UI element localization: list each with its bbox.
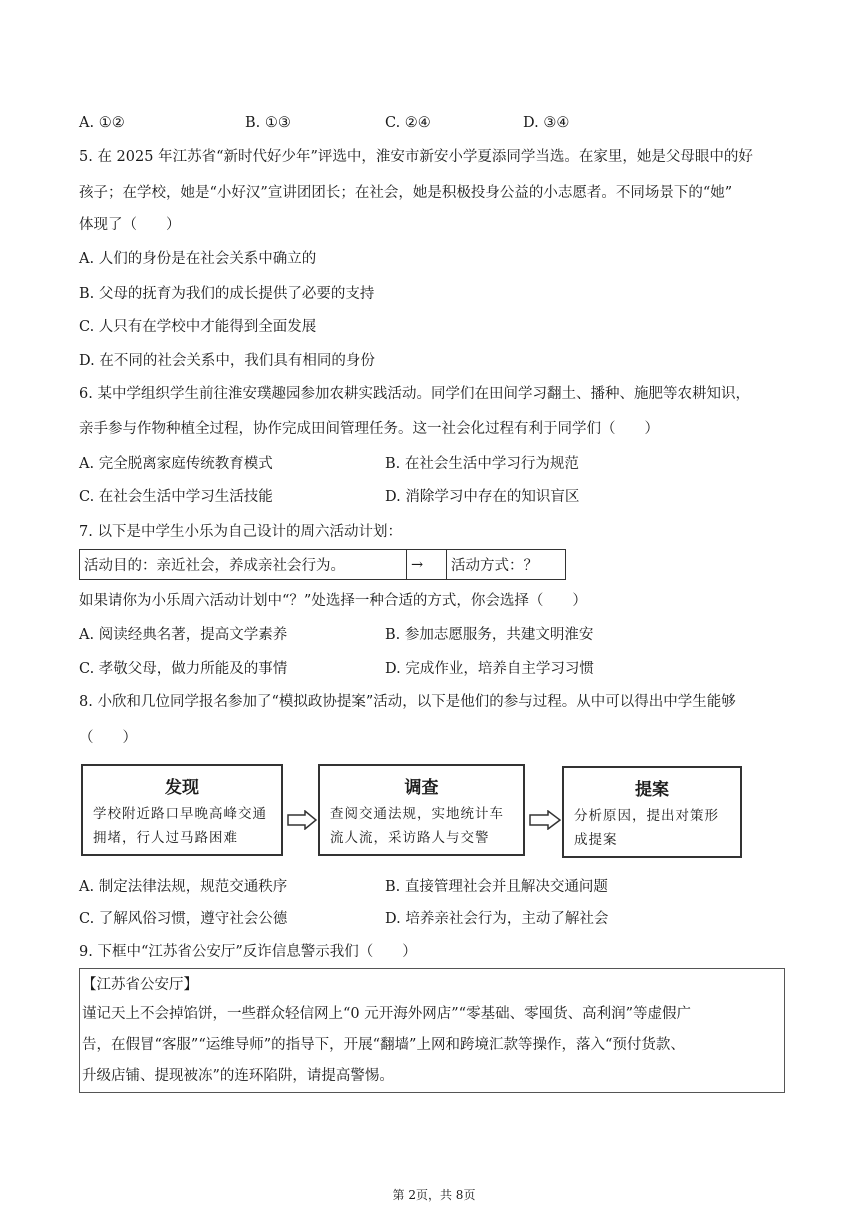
q5-option-c[interactable]: C. 人只有在学校中才能得到全面发展 (79, 319, 317, 335)
q7-option-c[interactable]: C. 孝敬父母，做力所能及的事情 (79, 661, 288, 677)
q7-intro: 7. 以下是中学生小乐为自己设计的周六活动计划： (79, 524, 402, 540)
q7-plan-method: 活动方式：？ (451, 558, 538, 574)
q7-plan-goal: 活动目的：亲近社会，养成亲社会行为。 (80, 550, 407, 579)
q7-plan-table (79, 549, 566, 580)
q8-flow-arrow-1 (287, 810, 317, 830)
q4-option-a[interactable]: A. ①② (79, 115, 125, 131)
q8-option-a[interactable]: A. 制定法律法规，规范交通秩序 (79, 879, 288, 895)
q6-option-a[interactable]: A. 完全脱离家庭传统教育模式 (79, 456, 273, 472)
q5-option-d[interactable]: D. 在不同的社会关系中，我们具有相同的身份 (79, 353, 375, 369)
q9-notice-box (79, 968, 785, 1093)
q6-option-b[interactable]: B. 在社会生活中学习行为规范 (385, 456, 579, 472)
q8-flow-title-proposal: 提案 (635, 780, 669, 800)
q8-flow-body-investigate: 查阅交通法规，实地统计车流人流，采访路人与交警 (330, 806, 504, 846)
q6-stem-line-2: 亲手参与作物种植全过程，协作完成田间管理任务。这一社会化过程有利于同学们（ ） (79, 421, 659, 437)
q6-option-c[interactable]: C. 在社会生活中学习生活技能 (79, 489, 273, 505)
q7-plan-arrow: → (407, 550, 447, 579)
q8-flow-title-investigate: 调查 (404, 778, 439, 798)
q9-notice-title: 【江苏省公安厅】 (82, 977, 198, 993)
q9-notice-line-2: 告，在假冒“客服”“运维导师”的指导下，开展“翻墙”上网和跨境汇款等操作，落入“预付货款、 (82, 1037, 685, 1053)
q8-option-b[interactable]: B. 直接管理社会并且解决交通问题 (385, 879, 608, 895)
q8-flow-title-discover: 发现 (165, 778, 199, 798)
q8-option-d[interactable]: D. 培养亲社会行为，主动了解社会 (385, 911, 609, 927)
q5-option-b[interactable]: B. 父母的抚育为我们的成长提供了必要的支持 (79, 286, 375, 302)
q8-flow-box-discover (81, 764, 283, 856)
q8-stem-line-2: （ ） (79, 730, 137, 746)
q9-notice-line-1: 谨记天上不会掉馅饼，一些群众轻信网上“0 元开海外网店”“零基础、零囤货、高利润”等虚假广 (82, 1006, 691, 1022)
q8-stem-line-1: 8. 小欣和几位同学报名参加了“模拟政协提案”活动，以下是他们的参与过程。从中可以得出中学生能够 (79, 694, 736, 710)
q5-stem-line-2: 孩子；在学校，她是“小好汉”宣讲团团长；在社会，她是积极投身公益的小志愿者。不同场景下的“她” (79, 185, 733, 201)
q5-option-a[interactable]: A. 人们的身份是在社会关系中确立的 (79, 251, 317, 267)
q9-notice-line-3: 升级店铺、提现被冻”的连环陷阱，请提高警惕。 (82, 1068, 394, 1084)
q8-flow-box-proposal (562, 766, 742, 858)
q4-option-b[interactable]: B. ①③ (245, 115, 291, 131)
page-footer: 第 2页，共 8页 (392, 1188, 476, 1202)
q6-option-d[interactable]: D. 消除学习中存在的知识盲区 (385, 489, 580, 505)
q8-flow-body-proposal: 分析原因，提出对策形成提案 (574, 808, 719, 848)
q4-option-d[interactable]: D. ③④ (523, 115, 570, 131)
q7-option-d[interactable]: D. 完成作业，培养自主学习习惯 (385, 661, 594, 677)
q5-stem-line-1: 5. 在 2025 年江苏省“新时代好少年”评选中，淮安市新安小学夏添同学当选。在家里，她是父母眼中的好 (79, 149, 753, 165)
q8-flow-body-discover: 学校附近路口早晚高峰交通拥堵，行人过马路困难 (93, 806, 267, 846)
q7-question: 如果请你为小乐周六活动计划中“？”处选择一种合适的方式，你会选择（ ） (79, 593, 587, 609)
q7-option-b[interactable]: B. 参加志愿服务，共建文明淮安 (385, 627, 594, 643)
q6-stem-line-1: 6. 某中学组织学生前往淮安璞趣园参加农耕实践活动。同学们在田间学习翻土、播种、施肥等农耕知识， (79, 386, 750, 402)
q8-option-c[interactable]: C. 了解风俗习惯，遵守社会公德 (79, 911, 288, 927)
q9-intro: 9. 下框中“江苏省公安厅”反诈信息警示我们（ ） (79, 944, 417, 960)
q8-flow-box-investigate (318, 764, 525, 856)
q7-option-a[interactable]: A. 阅读经典名著，提高文学素养 (79, 627, 288, 643)
q4-option-c[interactable]: C. ②④ (385, 115, 431, 131)
q8-flow-arrow-2 (529, 810, 561, 830)
q5-stem-line-3: 体现了（ ） (79, 217, 181, 233)
